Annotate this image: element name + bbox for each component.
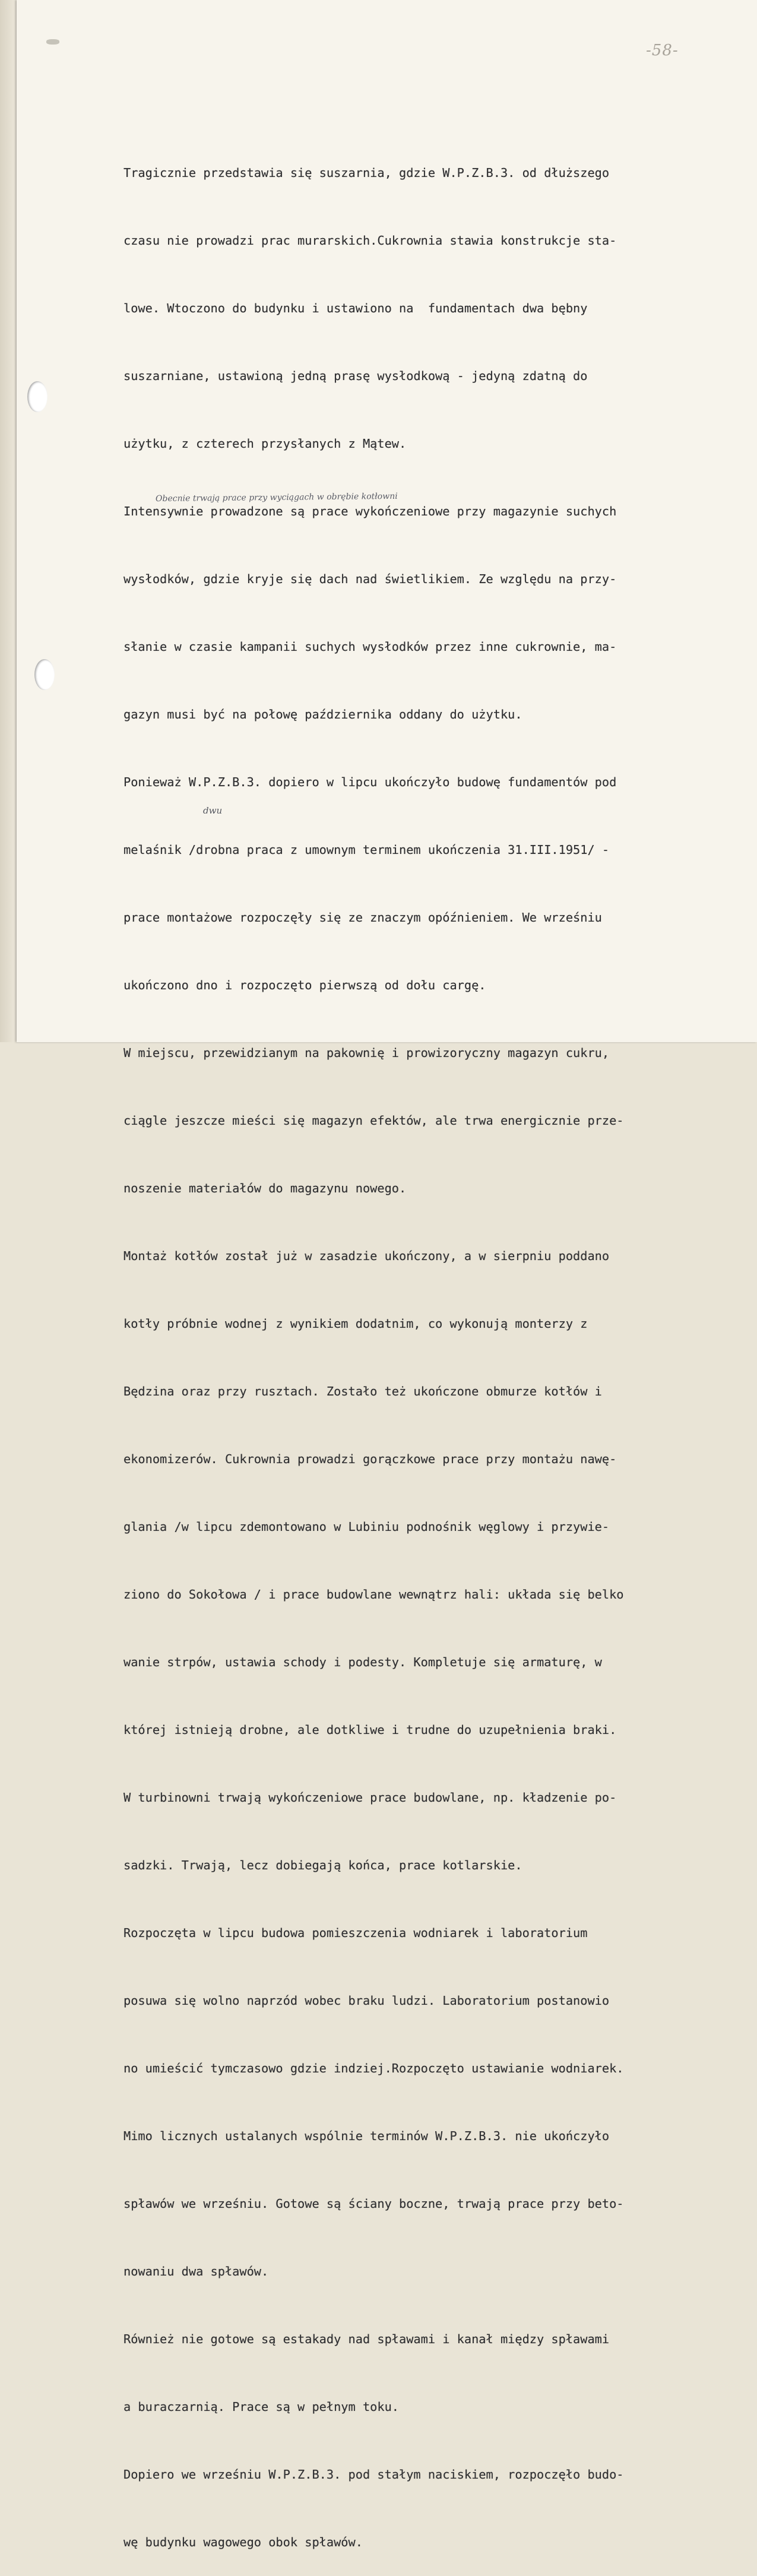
- text-line: spławów we wrześniu. Gotowe są ściany boczne, trwają prace przy beto-: [123, 2197, 624, 2211]
- text-line: Również nie gotowe są estakady nad spławami i kanał między spławami: [123, 2332, 610, 2346]
- typed-body-text: [123, 116, 753, 2576]
- text-line: Tragicznie przedstawia się suszarnia, gdzie W.P.Z.B.3. od dłuższego: [123, 166, 610, 180]
- text-line: sadzki. Trwają, lecz dobiegają końca, prace kotlarskie.: [123, 1858, 522, 1872]
- text-line: wysłodków, gdzie kryje się dach nad świetlikiem. Ze względu na przy-: [123, 572, 617, 586]
- text-line: słanie w czasie kampanii suchych wysłodków przez inne cukrownie, ma-: [123, 640, 617, 654]
- text-line: użytku, z czterech przysłanych z Mątew.: [123, 436, 407, 451]
- punch-hole: [27, 381, 47, 412]
- text-line: Intensywnie prowadzone są prace wykończeniowe przy magazynie suchych: [123, 504, 617, 518]
- text-line: Montaż kotłów został już w zasadzie ukończony, a w sierpniu poddano: [123, 1249, 610, 1263]
- text-line: glania /w lipcu zdemontowano w Lubiniu podnośnik węglowy i przywie-: [123, 1520, 610, 1534]
- handwritten-correction: dwu: [203, 805, 223, 816]
- text-line: nowaniu dwa spławów.: [123, 2264, 269, 2278]
- text-line: no umieścić tymczasowo gdzie indziej.Rozpoczęto ustawianie wodniarek.: [123, 2061, 624, 2075]
- text-line: czasu nie prowadzi prac murarskich.Cukrownia stawia konstrukcje sta-: [123, 233, 617, 248]
- ink-smudge: [46, 39, 59, 45]
- text-line: a buraczarnią. Prace są w pełnym toku.: [123, 2400, 399, 2414]
- text-line: Ponieważ W.P.Z.B.3. dopiero w lipcu ukończyło budowę fundamentów pod: [123, 775, 617, 789]
- text-line: ekonomizerów. Cukrownia prowadzi gorączkowe prace przy montażu nawę-: [123, 1452, 617, 1466]
- text-line: ciągle jeszcze mieści się magazyn efektów, ale trwa energicznie prze-: [123, 1113, 624, 1128]
- text-line: ukończono dno i rozpoczęto pierwszą od dołu cargę.: [123, 978, 486, 992]
- text-line: suszarniane, ustawioną jedną prasę wysłodkową - jedyną zdatną do: [123, 369, 588, 383]
- page-number: -58-: [646, 42, 679, 59]
- text-line: wę budynku wagowego obok spławów.: [123, 2535, 363, 2549]
- text-line: ziono do Sokołowa / i prace budowlane wewnątrz hali: układa się belko: [123, 1587, 624, 1602]
- text-line: prace montażowe rozpoczęły się ze znaczym opóźnieniem. We wrześniu: [123, 910, 602, 925]
- text-line: W turbinowni trwają wykończeniowe prace budowlane, np. kładzenie po-: [123, 1790, 617, 1805]
- text-line: melaśnik /drobna praca z umownym terminem ukończenia 31.III.1951/ -: [123, 843, 610, 857]
- text-line: W miejscu, przewidzianym na pakownię i prowizoryczny magazyn cukru,: [123, 1046, 610, 1060]
- text-line: noszenie materiałów do magazynu nowego.: [123, 1181, 407, 1195]
- handwritten-annotation: Obecnie trwają prace przy wyciągach w obrębie kotłowni: [155, 491, 398, 504]
- text-line: Dopiero we wrześniu W.P.Z.B.3. pod stałym naciskiem, rozpoczęło budo-: [123, 2467, 624, 2482]
- text-line: gazyn musi być na połowę października oddany do użytku.: [123, 707, 522, 721]
- text-line: Będzina oraz przy rusztach. Zostało też ukończone obmurze kotłów i: [123, 1384, 602, 1398]
- text-line: posuwa się wolno naprzód wobec braku ludzi. Laboratorium postanowio: [123, 1993, 610, 2008]
- text-line: wanie strpów, ustawia schody i podesty. Kompletuje się armaturę, w: [123, 1655, 602, 1669]
- text-line: Mimo licznych ustalanych wspólnie terminów W.P.Z.B.3. nie ukończyło: [123, 2129, 610, 2143]
- text-line: Rozpoczęta w lipcu budowa pomieszczenia wodniarek i laboratorium: [123, 1926, 588, 1940]
- text-line: której istnieją drobne, ale dotkliwe i trudne do uzupełnienia braki.: [123, 1723, 617, 1737]
- punch-hole: [34, 659, 55, 690]
- text-line: kotły próbnie wodnej z wynikiem dodatnim, co wykonują monterzy z: [123, 1317, 588, 1331]
- page-edge: [0, 0, 17, 1042]
- text-line: lowe. Wtoczono do budynku i ustawiono na fundamentach dwa bębny: [123, 301, 588, 315]
